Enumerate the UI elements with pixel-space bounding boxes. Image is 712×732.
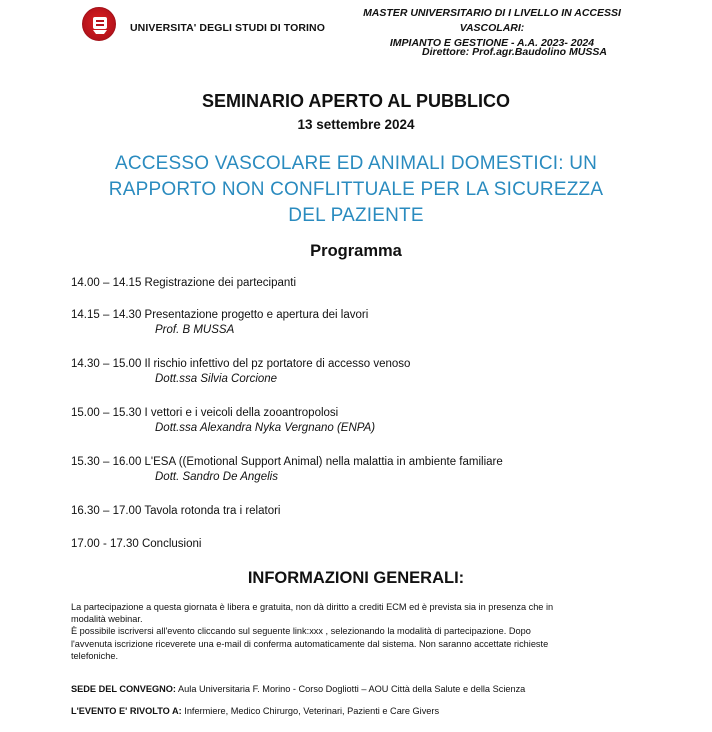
venue-label: SEDE DEL CONVEGNO: [71, 684, 176, 694]
university-name: UNIVERSITA' DEGLI STUDI DI TORINO [130, 22, 326, 34]
program-item [71, 456, 503, 483]
seminar-heading: SEMINARIO APERTO AL PUBBLICO [201, 91, 511, 111]
audience-line [71, 706, 439, 716]
topic-title-line: DEL PAZIENTE [288, 205, 424, 226]
program-item-speaker: Dott. Sandro De Angelis [155, 471, 278, 483]
program-item [71, 505, 280, 517]
program-item [71, 277, 296, 289]
master-title-line: IMPIANTO E GESTIONE - A.A. 2023- 2024 [389, 37, 595, 49]
event-date: 13 settembre 2024 [297, 117, 415, 132]
program-item-line: 14.15 – 14.30 Presentazione progetto e apertura dei lavori [71, 309, 369, 321]
program-item-speaker: Prof. B MUSSA [155, 324, 235, 336]
program-item [71, 407, 375, 434]
info-text-line: l'avvenuta iscrizione riceverete una e-mail di conferma automaticamente dal sistema. Non saranno accettate richieste [71, 638, 549, 649]
program-item-line: 17.00 - 17.30 Conclusioni [71, 538, 202, 550]
program-item-line: 14.30 – 15.00 Il rischio infettivo del pz portatore di accesso venoso [71, 358, 411, 370]
program-item-speaker: Dott.ssa Silvia Corcione [155, 373, 278, 385]
program-item-line: 16.30 – 17.00 Tavola rotonda tra i relatori [71, 505, 281, 517]
topic-title-line: RAPPORTO NON CONFLITTUALE PER LA SICUREZZA [108, 179, 604, 200]
info-text [71, 601, 661, 662]
topic-title-line: ACCESSO VASCOLARE ED ANIMALI DOMESTICI: UN [114, 153, 598, 174]
program-heading: Programma [310, 242, 402, 260]
director-line: Direttore: Prof.agr.Baudolino MUSSA [422, 46, 607, 58]
venue-line [71, 684, 525, 694]
info-text-line: La partecipazione a questa giornata è libera e gratuita, non dà diritto a crediti ECM ed è prevista sia in presenza che in [71, 602, 554, 612]
master-title [332, 6, 652, 51]
venue-value: Aula Universitaria F. Morino - Corso Dogliotti – AOU Città della Salute e della Scienza [176, 684, 526, 694]
info-text-line: modalità webinar. [71, 614, 143, 625]
audience-value: Infermiere, Medico Chirurgo, Veterinari, Pazienti e Care Givers [181, 706, 440, 716]
program-item [71, 358, 410, 385]
topic-title [56, 151, 656, 229]
university-seal-icon [82, 7, 116, 41]
program-item-line: 14.00 – 14.15 Registrazione dei partecipanti [71, 277, 297, 289]
program-item-line: 15.00 – 15.30 I vettori e i veicoli della zooantropolosi [71, 407, 339, 419]
program-item [71, 538, 201, 550]
program-item-line: 15.30 – 16.00 L'ESA ((Emotional Support Animal) nella malattia in ambiente familiare [71, 456, 503, 468]
program-item-speaker: Dott.ssa Alexandra Nyka Vergnano (ENPA) [155, 422, 376, 434]
info-heading: INFORMAZIONI GENERALI: [247, 569, 465, 587]
master-title-line: MASTER UNIVERSITARIO DI I LIVELLO IN ACCESSI VASCOLARI: [363, 7, 621, 34]
info-text-line: telefoniche. [71, 650, 118, 661]
info-text-line: È possibile iscriversi all'evento cliccando sul seguente link:xxx , selezionando la modalità di partecipazione. Dopo [71, 626, 531, 637]
program-item [71, 309, 368, 336]
audience-label: L'EVENTO E' RIVOLTO A: [71, 706, 182, 716]
